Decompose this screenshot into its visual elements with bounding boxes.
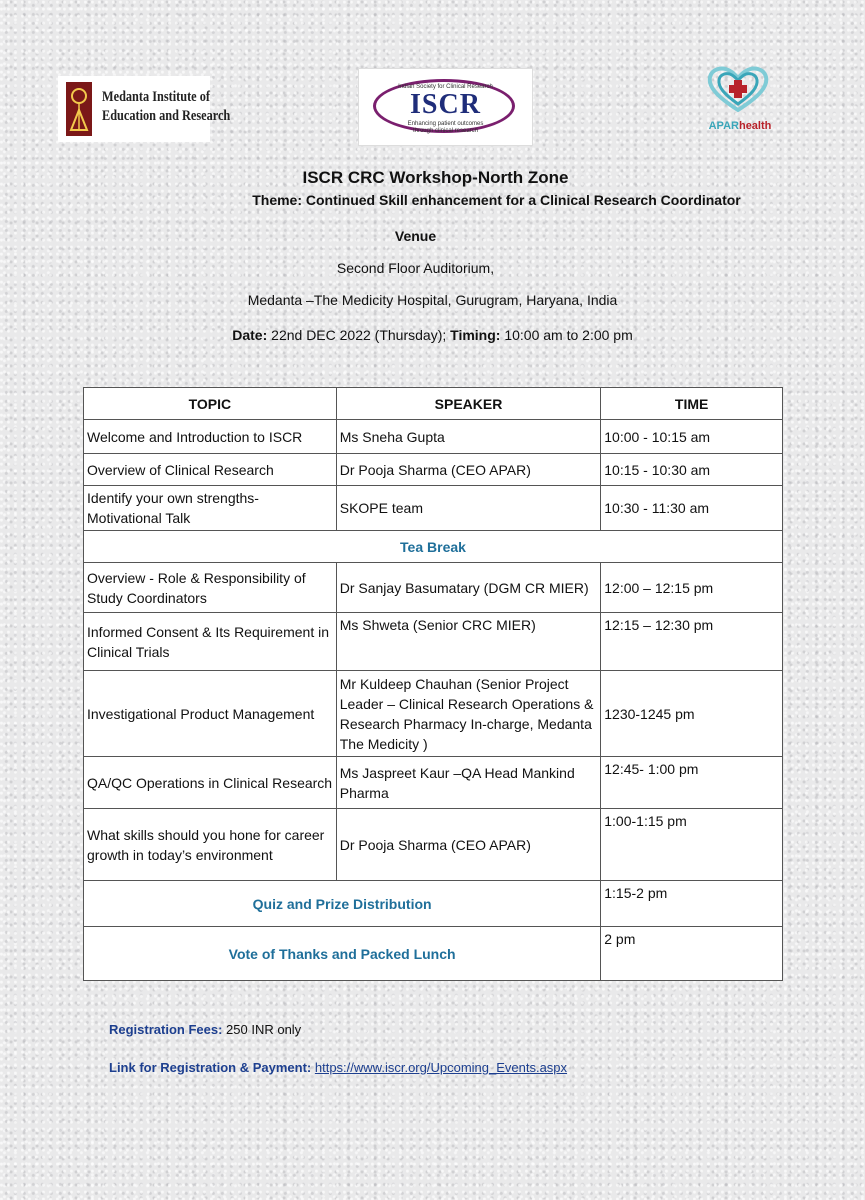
time-cell: 1230-1245 pm (601, 671, 783, 757)
table-row (84, 454, 783, 486)
iscr-tagline-top: Indian Society for Clinical Research (398, 84, 493, 90)
topic-cell: Investigational Product Management (84, 671, 337, 757)
speaker-cell: Ms Shweta (Senior CRC MIER) (336, 613, 601, 671)
iscr-logo (358, 68, 533, 146)
table-row (84, 757, 783, 809)
time-cell: 12:15 – 12:30 pm (601, 613, 783, 671)
tea-break-cell: Tea Break (84, 531, 783, 563)
time-cell: 1:00-1:15 pm (601, 809, 783, 881)
apar-text-1: APAR (708, 120, 739, 132)
topic-cell: Informed Consent & Its Requirement in Clinical Trials (84, 613, 337, 671)
time-cell: 12:00 – 12:15 pm (601, 563, 783, 613)
speaker-cell: Dr Pooja Sharma (CEO APAR) (336, 809, 601, 881)
fees-label: Registration Fees: (109, 1022, 223, 1037)
time-cell: 1:15-2 pm (601, 881, 783, 927)
table-row (84, 881, 783, 927)
page-title: ISCR CRC Workshop-North Zone (302, 168, 569, 187)
speaker-cell: Dr Pooja Sharma (CEO APAR) (336, 454, 601, 486)
registration-fees (109, 1022, 301, 1037)
timing-value: 10:00 am to 2:00 pm (500, 327, 633, 343)
header-topic: TOPIC (84, 388, 337, 420)
table-row (84, 486, 783, 531)
quiz-cell: Quiz and Prize Distribution (84, 881, 601, 927)
table-row (84, 613, 783, 671)
topic-cell: What skills should you hone for career growth in today’s environment (84, 809, 337, 881)
topic-cell: QA/QC Operations in Clinical Research (84, 757, 337, 809)
iscr-tagline-bottom: Enhancing patient outcomes through clinical research (407, 121, 484, 134)
theme-line: Theme: Continued Skill enhancement for a Clinical Research Coordinator (252, 192, 741, 208)
speaker-cell: Ms Jaspreet Kaur –QA Head Mankind Pharma (336, 757, 601, 809)
venue-label: Venue (394, 228, 437, 244)
venue-line-1: Second Floor Auditorium, (336, 260, 495, 276)
table-row (84, 563, 783, 613)
topic-cell: Identify your own strengths-Motivational Talk (84, 486, 337, 531)
time-cell: 10:00 - 10:15 am (601, 420, 783, 454)
medanta-line1: Medanta Institute of (102, 89, 210, 105)
speaker-cell: Ms Sneha Gupta (336, 420, 601, 454)
speaker-cell: Dr Sanjay Basumatary (DGM CR MIER) (336, 563, 601, 613)
schedule-table (83, 387, 783, 981)
lunch-cell: Vote of Thanks and Packed Lunch (84, 927, 601, 981)
medanta-emblem-icon (66, 82, 92, 136)
date-label: Date: (232, 327, 268, 343)
time-cell: 10:15 - 10:30 am (601, 454, 783, 486)
link-label: Link for Registration & Payment: (109, 1060, 312, 1075)
table-row (84, 420, 783, 454)
time-cell: 2 pm (601, 927, 783, 981)
table-header-row (84, 388, 783, 420)
topic-cell: Welcome and Introduction to ISCR (84, 420, 337, 454)
table-row (84, 927, 783, 981)
apar-logo (692, 62, 788, 142)
fees-value: 250 INR only (222, 1022, 302, 1037)
time-cell: 12:45- 1:00 pm (601, 757, 783, 809)
table-row (84, 671, 783, 757)
timing-label: Timing: (450, 327, 501, 343)
apar-text-2: health (738, 120, 772, 132)
registration-link (109, 1060, 567, 1075)
date-value: 22nd DEC 2022 (Thursday); (267, 327, 451, 343)
heart-cross-icon (706, 66, 770, 112)
venue-line-2: Medanta –The Medicity Hospital, Gurugram, Haryana, India (247, 292, 618, 308)
time-cell: 10:30 - 11:30 am (601, 486, 783, 531)
registration-url-link[interactable]: https://www.iscr.org/Upcoming_Events.aspx (314, 1060, 568, 1075)
medanta-line2: Education and Research (102, 108, 231, 124)
header-time: TIME (601, 388, 783, 420)
date-line (0, 327, 865, 343)
medanta-logo (58, 76, 231, 142)
tea-break-row (84, 531, 783, 563)
topic-cell: Overview of Clinical Research (84, 454, 337, 486)
speaker-cell: SKOPE team (336, 486, 601, 531)
table-row (84, 809, 783, 881)
speaker-cell: Mr Kuldeep Chauhan (Senior Project Leader – Clinical Research Operations & Research Pharmacy In-charge, Medanta The Medicity ) (336, 671, 601, 757)
topic-cell: Overview - Role & Responsibility of Study Coordinators (84, 563, 337, 613)
header-speaker: SPEAKER (336, 388, 601, 420)
iscr-name: ISCR (410, 89, 481, 120)
